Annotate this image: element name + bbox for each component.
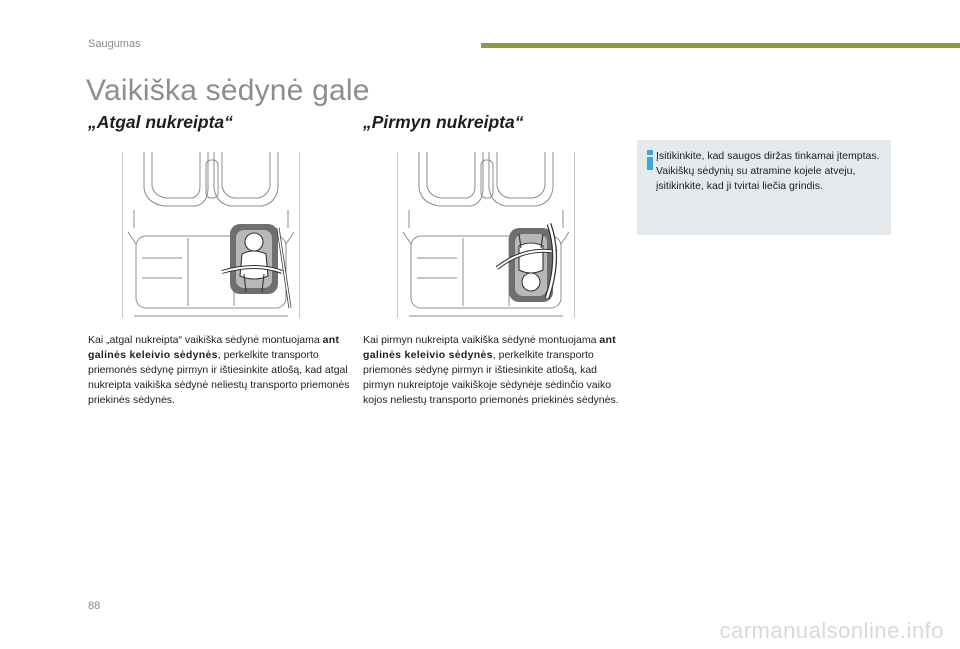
info-icon xyxy=(646,150,654,170)
forward-heading: „Pirmyn nukreipta“ xyxy=(363,112,524,132)
forward-text-before: Kai pirmyn nukreipta vaikiška sėdynė montuojama xyxy=(363,334,600,346)
header-accent-bar xyxy=(481,43,960,48)
info-note xyxy=(637,140,891,235)
page-title: Vaikiška sėdynė gale xyxy=(86,74,370,107)
watermark: carmanualsonline.info xyxy=(719,618,944,643)
rearward-seat-diagram xyxy=(122,148,300,322)
forward-instructions xyxy=(363,333,625,408)
rearward-text-before: Kai „atgal nukreipta“ vaikiška sėdynė montuojama xyxy=(88,334,323,346)
section-label: Saugumas xyxy=(88,38,141,50)
page-number: 88 xyxy=(88,600,101,612)
forward-text-bold: ant galinės keleivio sėdynės xyxy=(363,334,617,361)
rearward-heading: „Atgal nukreipta“ xyxy=(88,112,233,132)
rearward-text-after: , perkelkite transporto priemonės sėdynę pirmyn ir ištiesinkite atlošą, kad atgal nukreipta vaikiška sėdynė neliestų transporto priemonės priekinės sėdynės. xyxy=(88,349,350,406)
rearward-text-bold: ant galinės keleivio sėdynės xyxy=(88,334,340,361)
rearward-instructions xyxy=(88,333,350,408)
info-note-text: Įsitikinkite, kad saugos diržas tinkamai įtemptas. Vaikiškų sėdynių su atramine kojele atveju, įsitikinkite, kad ji tvirtai liečia grindis. xyxy=(656,150,880,192)
forward-seat-diagram xyxy=(397,148,575,322)
forward-text-after: , perkelkite transporto priemonės sėdynę pirmyn ir ištiesinkite atlošą, kad pirmyn nukreiptoje vaikiškoje sėdynėje sėdinčio vaiko kojos neliestų transporto priemonės priekinės sėdynės. xyxy=(363,349,619,406)
